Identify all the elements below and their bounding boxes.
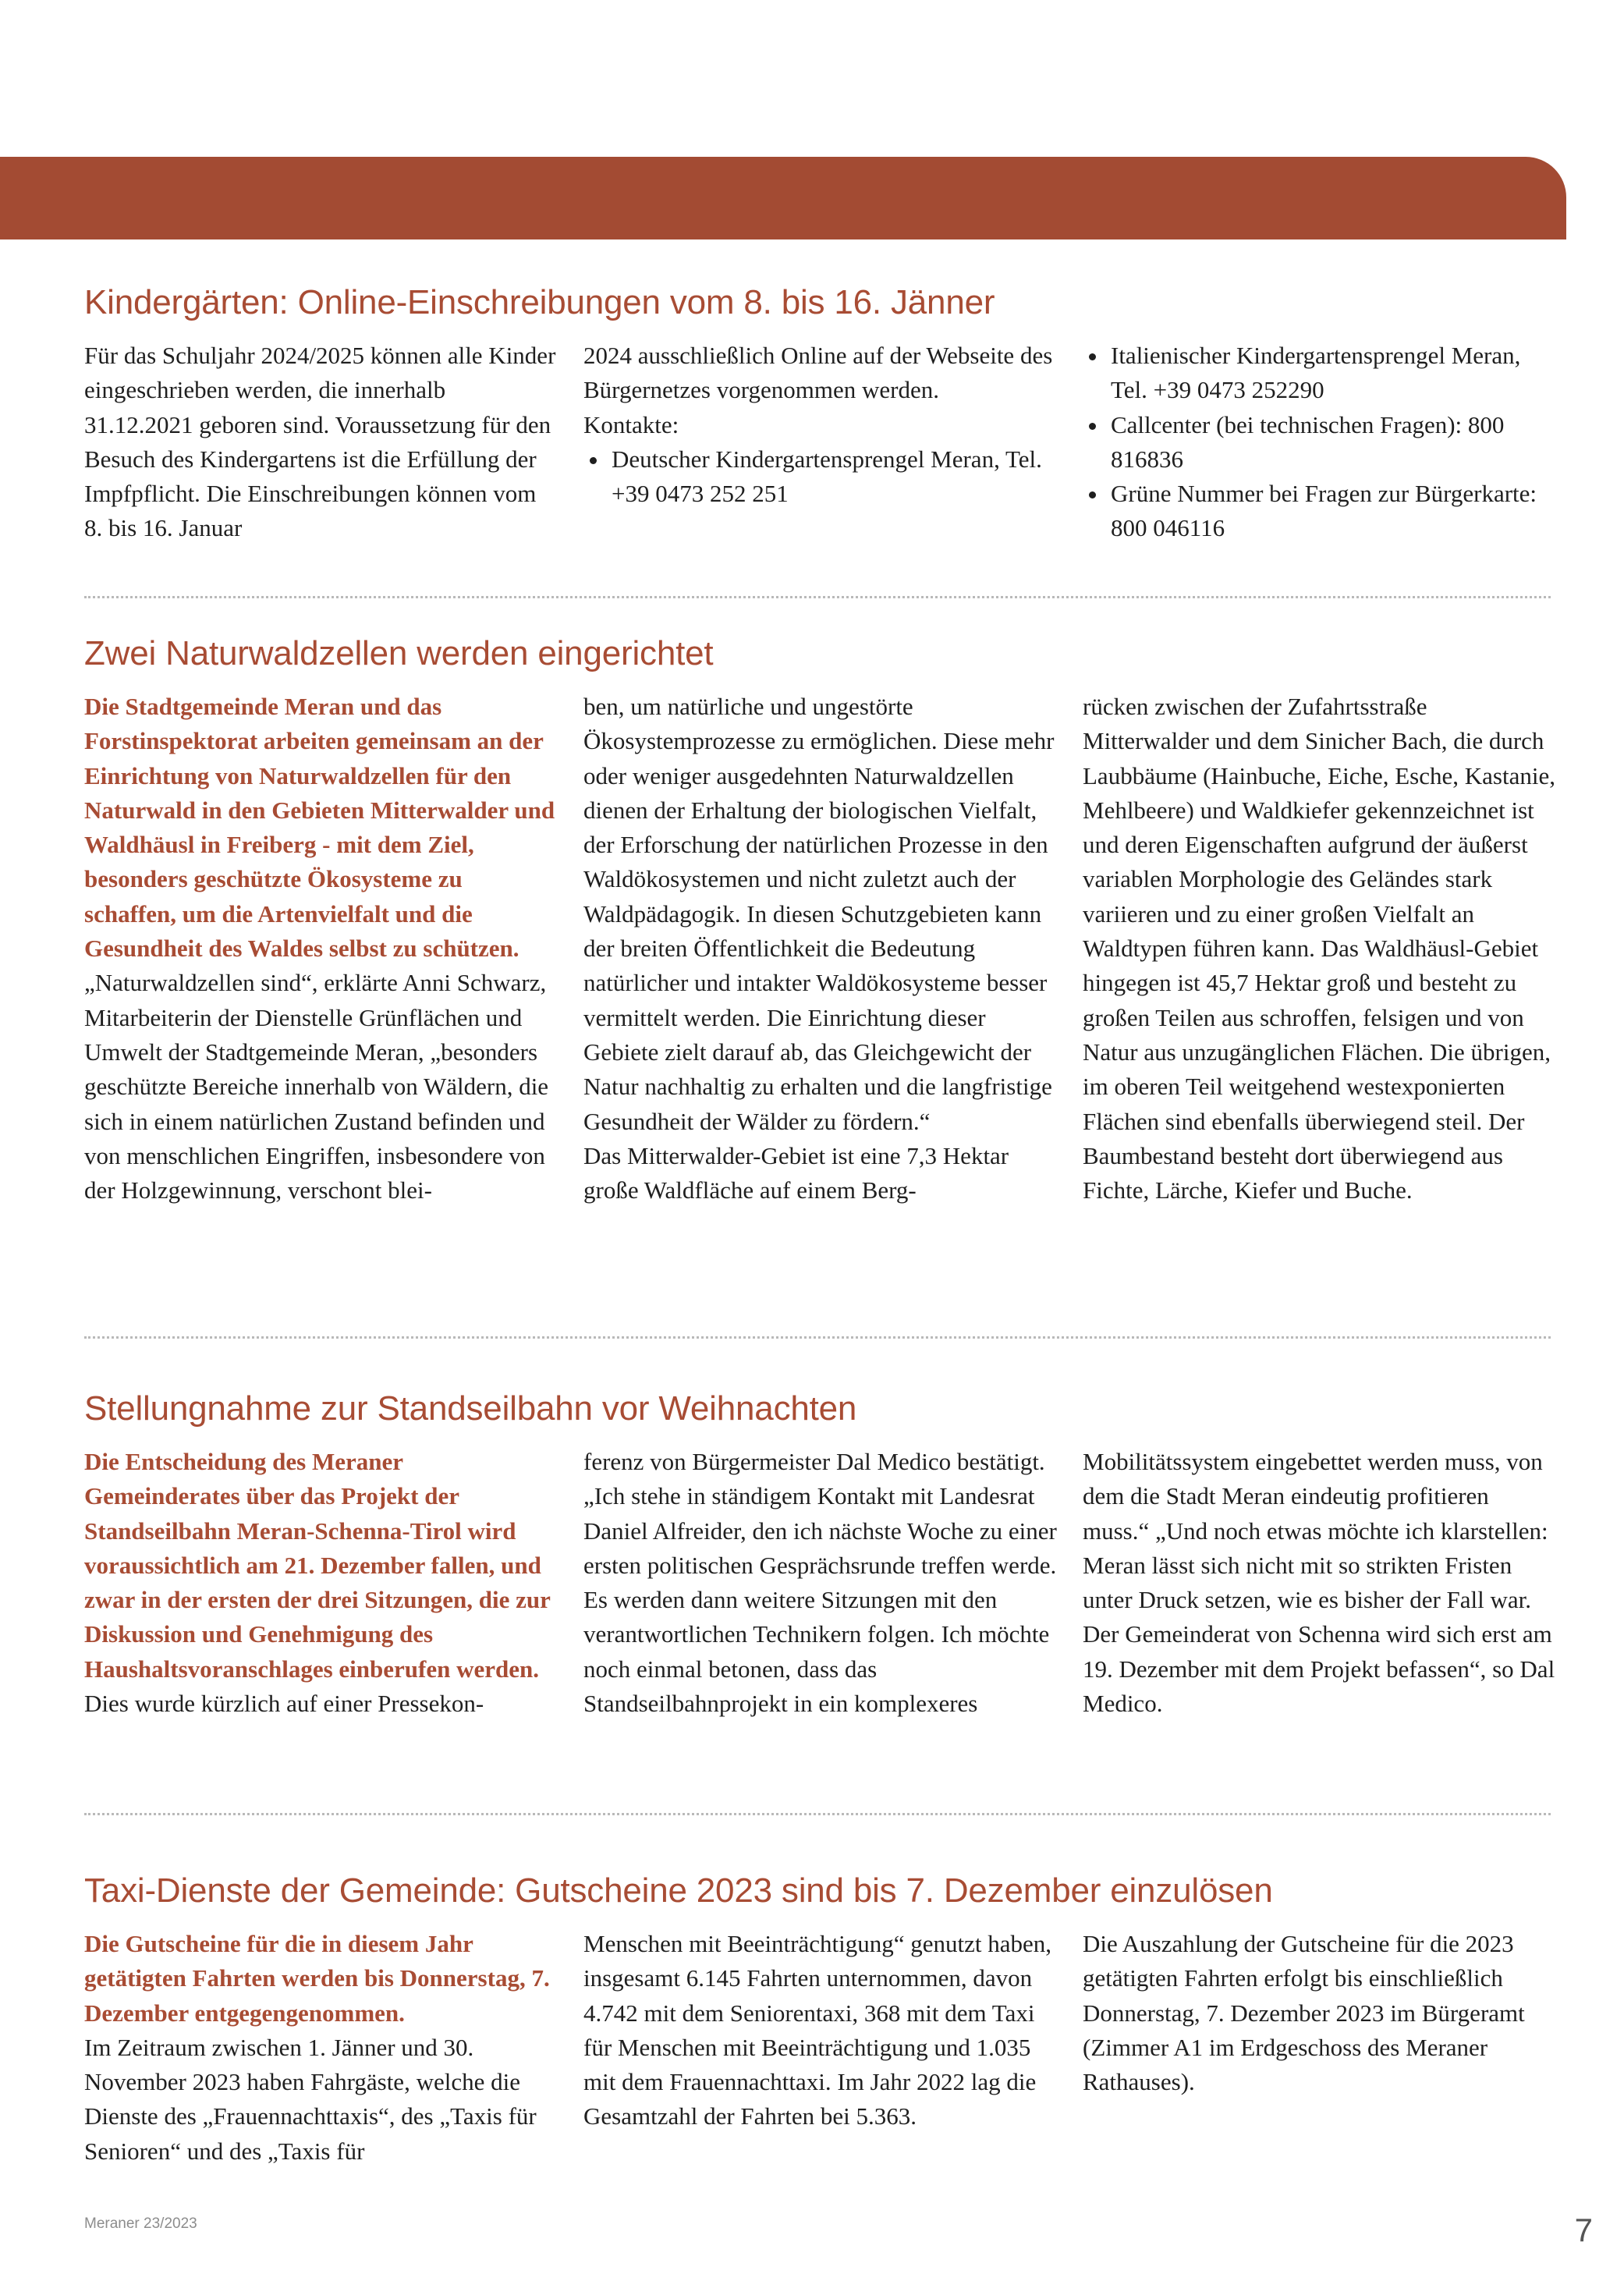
contact-item: Deutscher Kindergartensprengel Meran, Tel. +39 0473 252 251 (583, 442, 1059, 512)
article-naturwaldzellen (84, 632, 1555, 1303)
article-column-1 (84, 1927, 560, 2169)
article-column-2 (583, 1927, 1059, 2134)
article-text: „Naturwaldzellen sind“, erklärte Anni Schwarz, Mitarbeiterin der Dienstelle Grünflächen und Umwelt der Stadtgemeinde Meran, „besonders geschützte Bereiche innerhalb von Wäldern, die sich in einem natürlichen Zustand befinden und von menschlichen Eingriffen, insbesondere von der Holzgewinnung, verschont blei- (84, 969, 549, 1204)
article-lead: Die Gutscheine für die in diesem Jahr getätigten Fahrten werden bis Donnerstag, 7. Dezember entgegengenommen. (84, 1930, 550, 2027)
article-text: Für das Schuljahr 2024/2025 können alle Kinder eingeschrieben werden, die innerhalb 31.12.2021 geboren sind. Voraussetzung für den Besuch des Kindergartens ist die Erfüllung der Impfpflicht. Die Einschreibungen können vom 8. bis 16. Januar (84, 342, 556, 542)
article-column-3 (1083, 339, 1558, 546)
article-standseilbahn (84, 1387, 1555, 1793)
header-bar (0, 157, 1566, 239)
article-column-2 (583, 339, 1059, 511)
contact-item: Grüne Nummer bei Fragen zur Bürgerkarte: 800 046116 (1083, 477, 1558, 546)
article-text: Menschen mit Beeinträchtigung“ genutzt haben, insgesamt 6.145 Fahrten unternommen, davon 4.742 mit dem Seniorentaxi, 368 mit dem Taxi für Menschen mit Beeinträchtigung und 1.035 mit dem Frauennachttaxi. Im Jahr 2022 lag die Gesamtzahl der Fahrten bei 5.363. (583, 1930, 1052, 2130)
article-column-1 (84, 690, 560, 1208)
article-column-2 (583, 690, 1059, 1208)
article-text: Das Mitterwalder-Gebiet ist eine 7,3 Hektar große Waldfläche auf einem Berg- (583, 1141, 1009, 1204)
article-title: Kindergärten: Online-Einschreibungen vom 8. bis 16. Jänner (84, 283, 995, 321)
article-column-3 (1083, 690, 1558, 1208)
article-column-2 (583, 1445, 1059, 1721)
article-title: Zwei Naturwaldzellen werden eingerichtet (84, 634, 714, 672)
article-title: Stellungnahme zur Standseilbahn vor Weihnachten (84, 1389, 857, 1428)
contacts-label: Kontakte: (583, 410, 679, 438)
article-column-3 (1083, 1927, 1558, 2099)
section-divider (84, 1336, 1551, 1339)
article-lead: Die Stadtgemeinde Meran und das Forstinspektorat arbeiten gemeinsam an der Einrichtung von Naturwaldzellen für den Naturwald in den Gebieten Mitterwalder und Waldhäusl in Freiberg - mit dem Ziel, besonders geschützte Ökosysteme zu schaffen, um die Artenvielfalt und die Gesundheit des Waldes selbst zu schützen. (84, 693, 555, 963)
article-text: 2024 ausschließlich Online auf der Webseite des Bürgernetzes vorgenommen werden. (583, 342, 1053, 404)
article-column-1 (84, 1445, 560, 1721)
article-column-1 (84, 339, 560, 546)
article-text: ben, um natürliche und ungestörte Ökosystemprozesse zu ermöglichen. Diese mehr oder weniger ausgedehnten Naturwaldzellen dienen der Erhaltung der biologischen Vielfalt, der Erforschung der natürlichen Prozesse in den Waldökosystemen und nicht zuletzt auch der Waldpädagogik. In diesen Schutzgebieten kann der breiten Öffentlichkeit die Bedeutung natürlicher und intakter Waldökosysteme besser vermittelt werden. Die Einrichtung dieser Gebiete zielt darauf ab, das Gleichgewicht der Natur nachhaltig zu erhalten und die langfristige Gesundheit der Wälder zu fördern.“ (583, 693, 1055, 1135)
article-text: Mobilitätssystem eingebettet werden muss, von dem die Stadt Meran eindeutig profitieren muss.“ „Und noch etwas möchte ich klarstellen: Meran lässt sich nicht mit so strikten Fristen unter Druck setzen, wie es bisher der Fall war. Der Gemeinderat von Schenna wird sich erst am 19. Dezember mit dem Projekt befassen“, so Dal Medico. (1083, 1448, 1555, 1718)
contact-list (1083, 339, 1558, 546)
publication-label: Meraner 23/2023 (84, 2215, 197, 2232)
article-lead: Die Entscheidung des Meraner Gemeinderates über das Projekt der Standseilbahn Meran-Schenna-Tirol wird voraussichtlich am 21. Dezember fallen, und zwar in der ersten der drei Sitzungen, die zur Diskussion und Genehmigung des Haushaltsvoranschlages einberufen werden. (84, 1448, 551, 1683)
article-column-3 (1083, 1445, 1558, 1721)
article-text: rücken zwischen der Zufahrtsstraße Mitterwalder und dem Sinicher Bach, die durch Laubbäume (Hainbuche, Eiche, Esche, Kastanie, Mehlbeere) und Waldkiefer gekennzeichnet ist und deren Eigenschaften aufgrund der äußerst variablen Morphologie des Geländes stark variieren und zu einer großen Vielfalt an Waldtypen führen kann. Das Waldhäusl-Gebiet hingegen ist 45,7 Hektar groß und besteht zu großen Teilen aus schroffen, felsigen und von Natur aus unzugänglichen Flächen. Die übrigen, im oberen Teil weitgehend westexponierten Flächen sind ebenfalls überwiegend steil. Der Baumbestand besteht dort überwiegend aus Fichte, Lärche, Kiefer und Buche. (1083, 693, 1555, 1204)
article-title: Taxi-Dienste der Gemeinde: Gutscheine 2023 sind bis 7. Dezember einzulösen (84, 1871, 1273, 1910)
article-text: Dies wurde kürzlich auf einer Pressekon- (84, 1690, 484, 1718)
contact-item: Callcenter (bei technischen Fragen): 800 816836 (1083, 408, 1558, 477)
page-number: 7 (1574, 2212, 1593, 2248)
article-text: Im Zeitraum zwischen 1. Jänner und 30. November 2023 haben Fahrgäste, welche die Dienste des „Frauennachttaxis“, des „Taxis für Senioren“ und des „Taxis für (84, 2033, 537, 2165)
section-divider (84, 596, 1551, 598)
contact-item: Italienischer Kindergartensprengel Meran, Tel. +39 0473 252290 (1083, 339, 1558, 408)
article-taxi (84, 1869, 1551, 2197)
contact-list (583, 442, 1059, 512)
article-kindergarten (84, 281, 1551, 546)
article-text: Die Auszahlung der Gutscheine für die 2023 getätigten Fahrten erfolgt bis einschließlich Donnerstag, 7. Dezember 2023 im Bürgeramt (Zimmer A1 im Erdgeschoss des Meraner Rathauses). (1083, 1930, 1525, 2096)
article-text: ferenz von Bürgermeister Dal Medico bestätigt. „Ich stehe in ständigem Kontakt mit Landesrat Daniel Alfreider, den ich nächste Woche zu einer ersten politischen Gesprächsrunde treffen werde. Es werden dann weitere Sitzungen mit den verantwortlichen Technikern folgen. Ich möchte noch einmal betonen, dass das Standseilbahnprojekt in ein komplexeres (583, 1448, 1057, 1718)
section-divider (84, 1813, 1551, 1815)
